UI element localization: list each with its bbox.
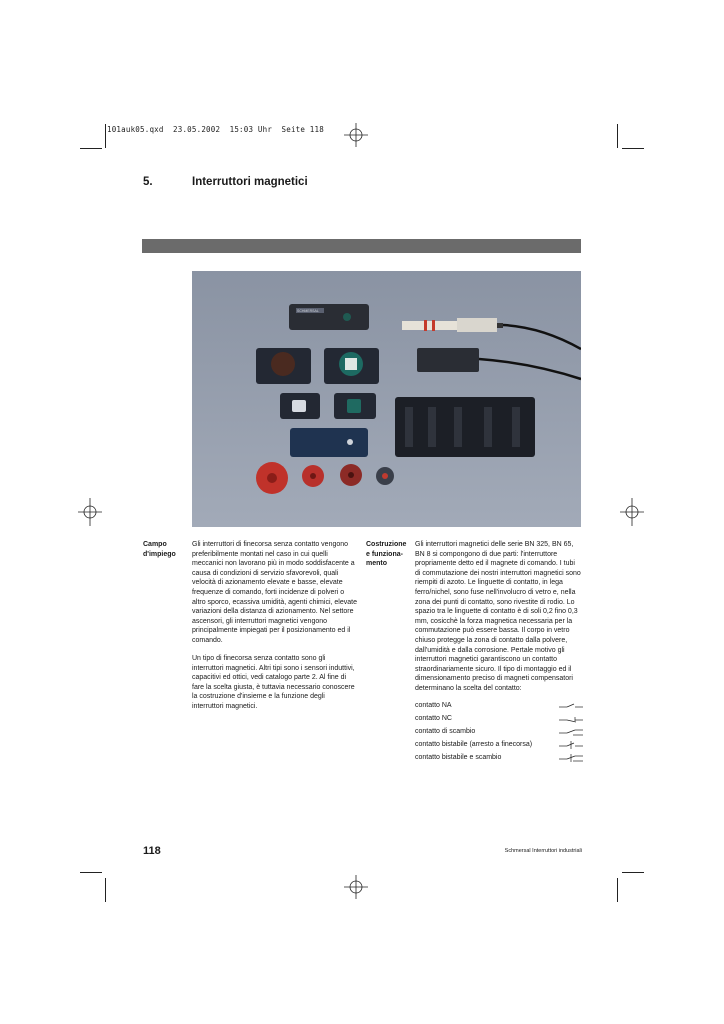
registration-mark-icon xyxy=(344,123,368,147)
sensor-housing-red xyxy=(256,348,311,384)
header-bar xyxy=(142,239,581,253)
sensor-housing-green xyxy=(324,348,379,384)
column-left-label xyxy=(143,540,176,559)
print-slug xyxy=(107,125,324,134)
registration-mark-icon xyxy=(620,498,644,526)
reed-sensor-rectangular xyxy=(289,304,369,330)
slug-date: 23.05.2002 xyxy=(173,125,221,134)
publisher-footer: Schmersal Interruttori industriali xyxy=(504,848,582,854)
contact-changeover-symbol-icon xyxy=(559,727,583,737)
legend-row xyxy=(415,741,583,751)
registration-mark-icon xyxy=(344,875,368,899)
column-left-body xyxy=(192,540,358,720)
slug-file: 101auk05.qxd xyxy=(107,125,164,134)
legend-label: contatto NA xyxy=(415,702,452,709)
sensor-blue-rectangular xyxy=(290,428,368,457)
contact-no-symbol-icon xyxy=(559,701,583,711)
legend-row xyxy=(415,754,583,764)
contact-bistable-changeover-symbol-icon xyxy=(559,753,583,763)
slug-time: 15:03 Uhr xyxy=(229,125,273,134)
label-line: d'impiego xyxy=(143,550,176,558)
paragraph: Gli interruttori magnetici delle serie BN 325, BN 65, BN 8 si compongono di due parti: l'interruttore propriamente detto ed il magnete di comando. I tubi di commutazione dei nostri interruttori magnetici sono riempiti di azoto. Le linguette di contatto, in lega ferro/nichel, sono fuse nell'involucro di vetro e, nella zona dei punti di contatto, sono rivestite di rodio. Lo spazio tra le linguette di contatto è di soli 0,2 fino 0,3 mm, cosicchè la forza magnetica necessaria per la commutazione può essere bassa. Il corpo in vetro chiuso protegge la zona di contatto dalla polvere, dall'umidità e dalla corrosione. Pertale motivo gli interruttori magnetici garantiscono un contatto straordinariamente sicuro. Il tipo di montaggio ed il dimensionamento preciso di magneti compensatori determinano la scelta del contatto: xyxy=(415,541,581,692)
legend-row xyxy=(415,702,583,712)
paragraph: Gli interruttori di finecorsa senza contatto vengono preferibilmente montati nel caso in cui quelli meccanici non lavorano più in modo soddisfacente a causa di condizioni di servizio sfavorevoli, quali velocità di azionamento elevate e basse, elevate frequenze di comando, forti incidenze di polveri o altro sporco, ecassiva umidità, agenti chimici, elevate variazioni della distanza di azionamento. Nel settore ascensori, gli interruttori magnetici vengono principalmente impiegati per il posizionamento ed il comando. xyxy=(192,541,357,644)
page-number: 118 xyxy=(143,845,161,857)
paragraph: Un tipo di finecorsa senza contatto sono gli interruttori magnetici. Altri tipi sono i sensori induttivi, capacitivi ed ottici, vedi catalogo parte 2. Al fine di fare la scelta giusta, è tuttavia necessario conoscere la costruzione d'insieme e la funzione degli interruttori magnetici. xyxy=(192,655,355,710)
multi-channel-sensor-block xyxy=(395,397,535,457)
section-title: Interruttori magnetici xyxy=(192,176,308,188)
legend-label: contatto NC xyxy=(415,715,452,722)
label-line: Campo xyxy=(143,541,167,548)
slug-page: Seite 118 xyxy=(281,125,324,134)
contact-bistable-symbol-icon xyxy=(559,740,583,750)
label-line: Costruzione xyxy=(366,541,407,548)
legend-label: contatto bistabile e scambio xyxy=(415,754,502,761)
section-number: 5. xyxy=(143,176,153,188)
label-line: e funziona- xyxy=(366,550,403,558)
registration-mark-icon xyxy=(78,498,102,526)
column-right-body xyxy=(415,540,581,702)
legend-row xyxy=(415,715,583,725)
product-photo xyxy=(192,271,581,527)
legend-label: contatto bistabile (arresto a finecorsa) xyxy=(415,741,533,748)
column-right-label xyxy=(366,540,406,569)
label-line: mento xyxy=(366,560,387,567)
legend-row xyxy=(415,728,583,738)
legend-label: contatto di scambio xyxy=(415,728,476,735)
contact-nc-symbol-icon xyxy=(559,714,583,724)
svg-text:SCHMERSAL: SCHMERSAL xyxy=(297,309,319,313)
